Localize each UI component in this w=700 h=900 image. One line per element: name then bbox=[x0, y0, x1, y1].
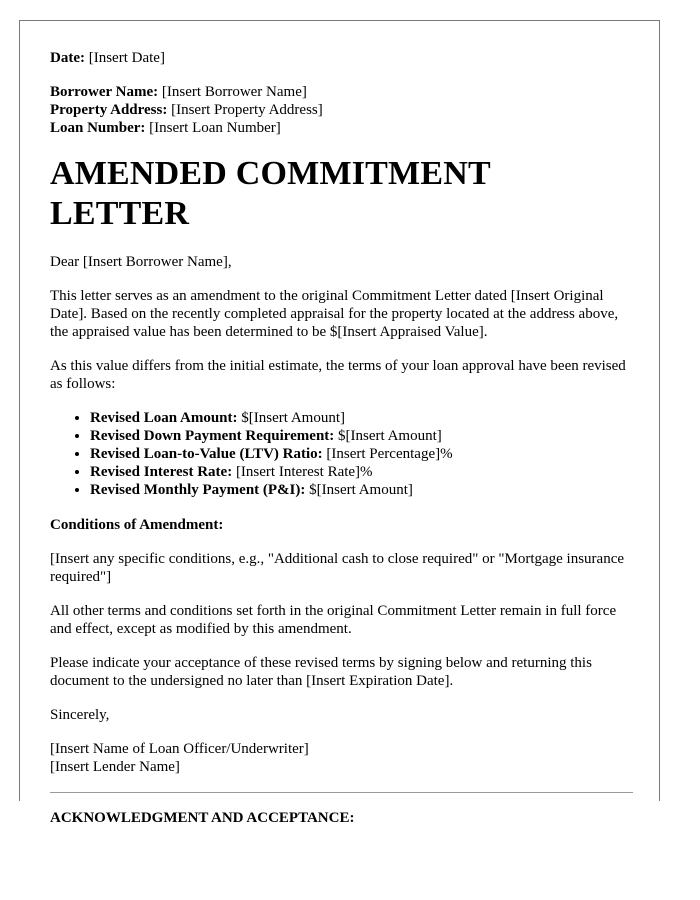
loan-info-block bbox=[50, 83, 635, 137]
borrower-label: Borrower Name: bbox=[50, 84, 159, 100]
paragraph-other-terms: All other terms and conditions set forth in the original Commitment Letter remain in full force and effect, except as modified by this amendment. bbox=[50, 603, 617, 637]
list-item bbox=[90, 463, 635, 481]
letter-page bbox=[19, 20, 660, 826]
paragraph-revised-terms-intro: As this value differs from the initial estimate, the terms of your loan approval have been revised as follows: bbox=[50, 358, 626, 392]
letter-content bbox=[50, 49, 635, 827]
term-value: $[Insert Amount] bbox=[305, 482, 413, 498]
loan-number-value: [Insert Loan Number] bbox=[145, 120, 281, 136]
revised-terms-list bbox=[50, 409, 635, 499]
signature-block bbox=[50, 740, 635, 776]
paragraph-amendment-intro: This letter serves as an amendment to the original Commitment Letter dated [Insert Original Date]. Based on the recently completed appraisal for the property located at the address above, the appraised value has been determined to be $[Insert Appraised Value]. bbox=[50, 288, 619, 340]
term-value: $[Insert Amount] bbox=[237, 410, 346, 426]
closing: Sincerely, bbox=[50, 707, 110, 723]
lender-name: [Insert Lender Name] bbox=[50, 759, 180, 775]
loan-number-line bbox=[50, 119, 635, 137]
property-value: [Insert Property Address] bbox=[167, 102, 323, 118]
paragraph-acceptance-request: Please indicate your acceptance of these revised terms by signing below and returning this document to the undersigned no later than [Insert Expiration Date]. bbox=[50, 655, 592, 689]
salutation: Dear [Insert Borrower Name], bbox=[50, 254, 232, 270]
list-item bbox=[90, 427, 635, 445]
list-item bbox=[90, 445, 635, 463]
conditions-heading: Conditions of Amendment: bbox=[50, 517, 224, 533]
list-item bbox=[90, 481, 635, 499]
acknowledgment-heading: ACKNOWLEDGMENT AND ACCEPTANCE: bbox=[50, 810, 355, 826]
date-value: [Insert Date] bbox=[84, 50, 165, 66]
borrower-value: [Insert Borrower Name] bbox=[158, 84, 307, 100]
term-value: [Insert Percentage]% bbox=[322, 446, 453, 462]
term-label: Revised Interest Rate: bbox=[90, 464, 233, 480]
date-line bbox=[50, 49, 635, 67]
term-label: Revised Loan-to-Value (LTV) Ratio: bbox=[90, 446, 323, 462]
property-line bbox=[50, 101, 635, 119]
letter-title: AMENDED COMMITMENT LETTER bbox=[50, 155, 491, 232]
term-label: Revised Down Payment Requirement: bbox=[90, 428, 335, 444]
borrower-line bbox=[50, 83, 635, 101]
property-label: Property Address: bbox=[50, 102, 168, 118]
signer-name: [Insert Name of Loan Officer/Underwriter] bbox=[50, 741, 309, 757]
term-value: [Insert Interest Rate]% bbox=[232, 464, 373, 480]
conditions-text: [Insert any specific conditions, e.g., "Additional cash to close required" or "Mortgage insurance required"] bbox=[50, 551, 625, 585]
list-item bbox=[90, 409, 635, 427]
loan-number-label: Loan Number: bbox=[50, 120, 146, 136]
term-label: Revised Monthly Payment (P&I): bbox=[90, 482, 306, 498]
term-value: $[Insert Amount] bbox=[334, 428, 442, 444]
date-label: Date: bbox=[50, 50, 85, 66]
section-divider bbox=[50, 792, 633, 793]
term-label: Revised Loan Amount: bbox=[90, 410, 238, 426]
